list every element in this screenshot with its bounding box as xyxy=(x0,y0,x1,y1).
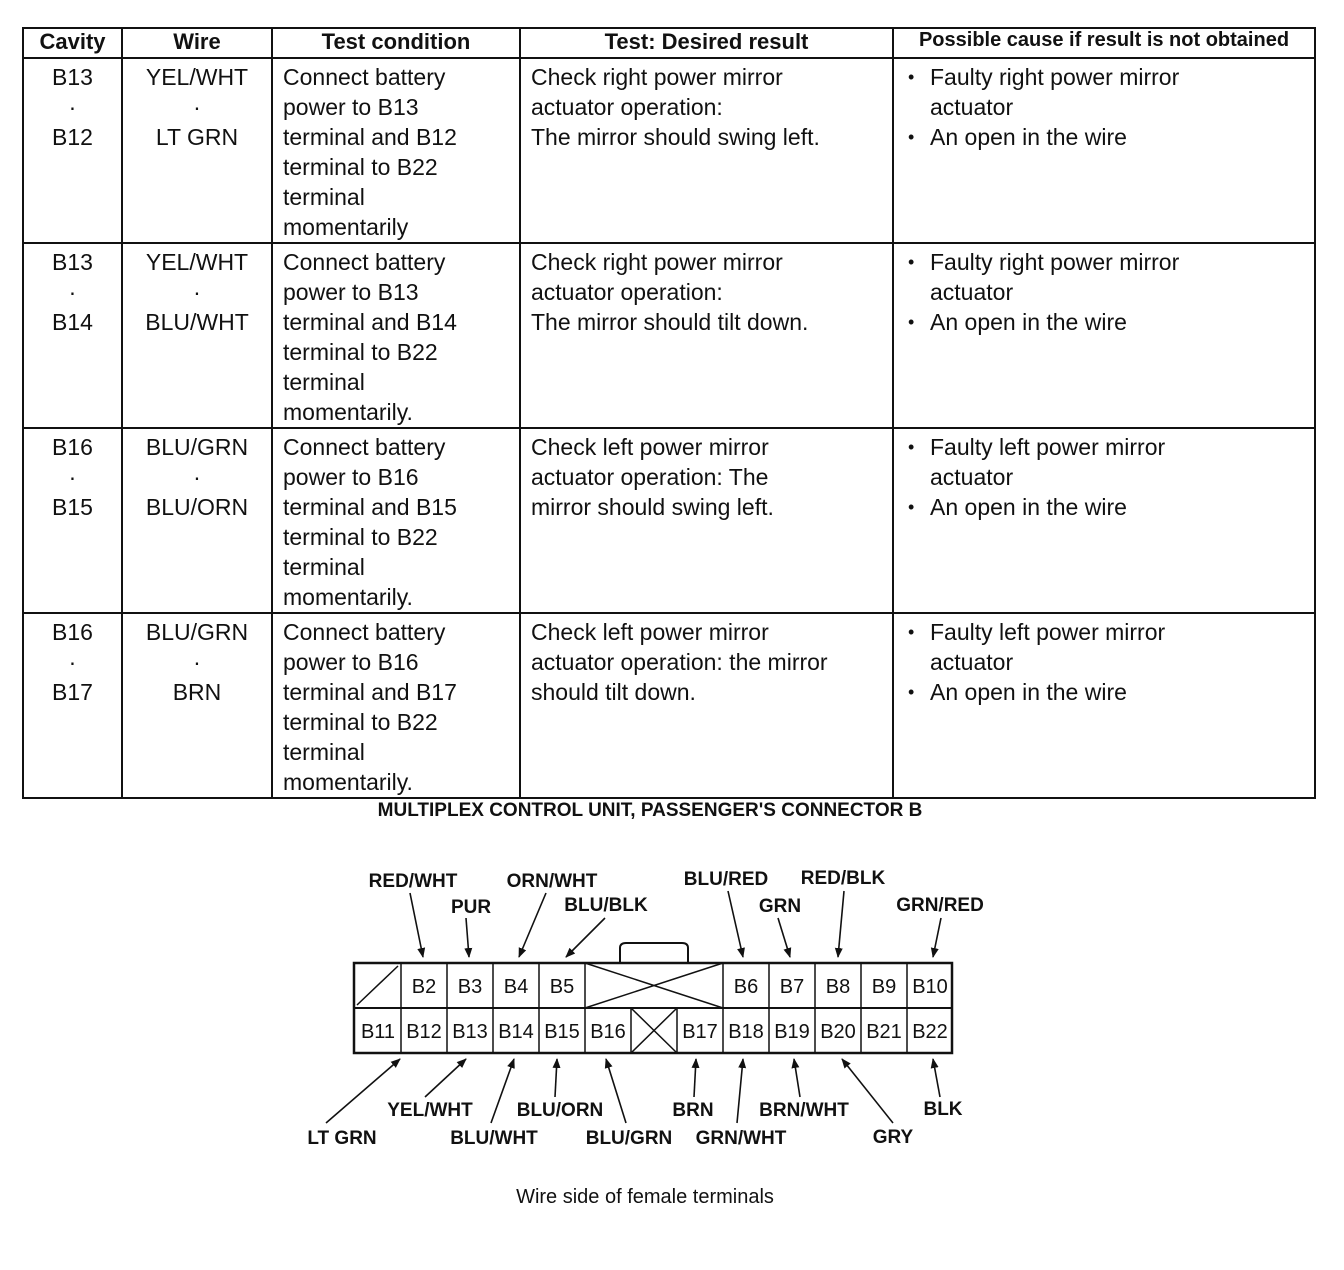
terminal-b20: B20 xyxy=(820,1021,856,1043)
test-condition-cell xyxy=(272,243,520,428)
desired-result-cell-line: The mirror should swing left. xyxy=(531,124,820,150)
terminal-b6: B6 xyxy=(733,976,759,998)
possible-cause-cell xyxy=(893,613,1315,798)
test-condition-cell-line: terminal and B12 xyxy=(283,124,457,150)
cause-item xyxy=(908,62,1314,122)
test-condition-cell-line: Connect battery xyxy=(283,619,446,645)
connector-diagram xyxy=(0,850,1344,1180)
wire-cell-line: · xyxy=(193,94,201,120)
test-condition-cell xyxy=(272,428,520,613)
desired-result-cell-line: actuator operation: the mirror xyxy=(531,649,828,675)
table-row xyxy=(23,58,1315,243)
cavity-cell xyxy=(23,428,122,613)
test-condition-cell-line: momentarily. xyxy=(283,399,413,425)
test-condition-cell-line: momentarily xyxy=(283,214,409,240)
test-condition-cell xyxy=(272,58,520,243)
desired-result-cell xyxy=(520,243,893,428)
label-lt-grn: LT GRN xyxy=(307,1128,377,1149)
test-condition-cell-line: terminal to B22 xyxy=(283,154,438,180)
cause-list xyxy=(894,62,1314,152)
desired-result-cell-line: actuator operation: The xyxy=(531,464,769,490)
test-condition-cell-line: terminal xyxy=(283,184,365,210)
test-condition-cell xyxy=(272,613,520,798)
test-condition-cell-line: momentarily. xyxy=(283,769,413,795)
table-row xyxy=(23,613,1315,798)
cause-line: • An open in the wire xyxy=(930,679,1127,705)
diagram-caption: Wire side of female terminals xyxy=(516,1186,774,1208)
desired-result-cell-line: Check left power mirror xyxy=(531,619,769,645)
wire-cell-line: YEL/WHT xyxy=(145,249,249,275)
terminal-b8: B8 xyxy=(825,976,851,998)
terminal-b18: B18 xyxy=(728,1021,764,1043)
cavity-cell-line: · xyxy=(68,94,77,120)
desired-result-cell xyxy=(520,58,893,243)
wire-cell-line: YEL/WHT xyxy=(145,64,249,90)
terminal-b5: B5 xyxy=(549,976,575,998)
terminal-b21: B21 xyxy=(866,1021,902,1043)
terminal-b16: B16 xyxy=(590,1021,626,1043)
cause-item xyxy=(908,492,1314,522)
header-possible-cause: Possible cause if result is not obtained xyxy=(893,28,1315,58)
cause-line: • Faulty right power mirror xyxy=(930,64,1180,90)
label-blu-grn: BLU/GRN xyxy=(585,1128,673,1149)
label-grn-wht: GRN/WHT xyxy=(695,1128,787,1149)
cause-line: • An open in the wire xyxy=(930,494,1127,520)
cavity-cell-line: · xyxy=(68,279,77,305)
terminal-b14: B14 xyxy=(498,1021,534,1043)
label-red-blk: RED/BLK xyxy=(800,868,886,889)
desired-result-cell-line: should tilt down. xyxy=(531,679,696,705)
diagram-title: MULTIPLEX CONTROL UNIT, PASSENGER'S CONNECTOR B xyxy=(377,800,923,821)
possible-cause-cell xyxy=(893,58,1315,243)
cavity-cell-line: · xyxy=(68,464,77,490)
terminal-b3: B3 xyxy=(457,976,483,998)
label-blu-red: BLU/RED xyxy=(683,869,769,890)
label-orn-wht: ORN/WHT xyxy=(506,871,598,892)
label-blu-wht: BLU/WHT xyxy=(450,1128,538,1149)
test-condition-cell-line: terminal and B14 xyxy=(283,309,457,335)
cavity-cell-line: B16 xyxy=(52,434,93,460)
terminal-b15: B15 xyxy=(544,1021,580,1043)
wire-cell xyxy=(122,613,272,798)
cavity-cell-line: B16 xyxy=(52,619,93,645)
cause-line: • Faulty left power mirror xyxy=(930,434,1166,460)
test-condition-cell-line: terminal to B22 xyxy=(283,339,438,365)
desired-result-cell-line: mirror should swing left. xyxy=(531,494,774,520)
header-wire: Wire xyxy=(122,28,272,58)
wire-cell-line: · xyxy=(193,649,201,675)
test-condition-cell-line: terminal and B15 xyxy=(283,494,457,520)
empty-cavity-mark xyxy=(357,966,398,1005)
label-gry: GRY xyxy=(872,1127,914,1148)
cause-line: • An open in the wire xyxy=(930,309,1127,335)
test-condition-cell-line: Connect battery xyxy=(283,249,446,275)
label-pur: PUR xyxy=(450,897,492,918)
desired-result-cell xyxy=(520,428,893,613)
cause-item xyxy=(908,677,1314,707)
terminal-b19: B19 xyxy=(774,1021,810,1043)
desired-result-cell-line: The mirror should tilt down. xyxy=(531,309,809,335)
terminal-b17: B17 xyxy=(682,1021,718,1043)
test-condition-cell-line: Connect battery xyxy=(283,434,446,460)
cavity-cell-line: · xyxy=(68,649,77,675)
test-table xyxy=(22,27,1316,799)
terminal-b11: B11 xyxy=(360,1021,396,1043)
test-condition-cell-line: power to B13 xyxy=(283,94,419,120)
test-condition-cell-line: power to B13 xyxy=(283,279,419,305)
wire-cell xyxy=(122,58,272,243)
test-condition-cell-line: terminal xyxy=(283,739,365,765)
label-blu-blk: BLU/BLK xyxy=(564,895,648,916)
test-condition-cell-line: terminal to B22 xyxy=(283,709,438,735)
wire-cell-line: · xyxy=(193,279,201,305)
terminal-b4: B4 xyxy=(503,976,529,998)
cavity-cell-line: B13 xyxy=(52,64,93,90)
wire-cell-line: · xyxy=(193,464,201,490)
wire-cell xyxy=(122,428,272,613)
terminal-b7: B7 xyxy=(779,976,805,998)
cause-line: • Faulty right power mirror xyxy=(930,249,1180,275)
cavity-cell-line: B17 xyxy=(52,679,93,705)
cause-item xyxy=(908,617,1314,677)
cause-line: • Faulty left power mirror xyxy=(930,619,1166,645)
wire-cell xyxy=(122,243,272,428)
label-brn-wht: BRN/WHT xyxy=(759,1100,849,1121)
cause-line: actuator xyxy=(930,94,1014,120)
terminal-b10: B10 xyxy=(912,976,948,998)
label-red-wht: RED/WHT xyxy=(368,871,458,892)
test-condition-cell-line: power to B16 xyxy=(283,649,419,675)
header-desired-result: Test: Desired result xyxy=(520,28,893,58)
test-condition-cell-line: terminal xyxy=(283,369,365,395)
possible-cause-cell xyxy=(893,428,1315,613)
cavity-cell xyxy=(23,243,122,428)
terminal-b13: B13 xyxy=(452,1021,488,1043)
desired-result-cell-line: actuator operation: xyxy=(531,279,723,305)
possible-cause-cell xyxy=(893,243,1315,428)
terminal-b22: B22 xyxy=(912,1021,948,1043)
cause-item xyxy=(908,247,1314,307)
wire-cell-line: BRN xyxy=(172,679,222,705)
label-yel-wht: YEL/WHT xyxy=(387,1100,473,1121)
wire-cell-line: BLU/GRN xyxy=(145,434,249,460)
test-condition-cell-line: terminal to B22 xyxy=(283,524,438,550)
terminal-b9: B9 xyxy=(871,976,897,998)
table-header-row xyxy=(23,28,1315,58)
wire-cell-line: LT GRN xyxy=(155,124,239,150)
cause-line: actuator xyxy=(930,464,1014,490)
table-row xyxy=(23,428,1315,613)
table-row xyxy=(23,243,1315,428)
cause-list xyxy=(894,432,1314,522)
cause-item xyxy=(908,307,1314,337)
test-condition-cell-line: terminal and B17 xyxy=(283,679,457,705)
label-blk: BLK xyxy=(923,1099,963,1120)
terminal-b2: B2 xyxy=(411,976,437,998)
cavity-cell-line: B15 xyxy=(52,494,93,520)
desired-result-cell-line: actuator operation: xyxy=(531,94,723,120)
cavity-cell-line: B12 xyxy=(52,124,93,150)
header-test-condition: Test condition xyxy=(272,28,520,58)
cause-item xyxy=(908,122,1314,152)
label-grn: GRN xyxy=(758,896,802,917)
connector-lock-tab xyxy=(620,943,688,963)
cause-list xyxy=(894,247,1314,337)
test-condition-cell-line: power to B16 xyxy=(283,464,419,490)
desired-result-cell-line: Check right power mirror xyxy=(531,249,783,275)
cause-line: • An open in the wire xyxy=(930,124,1127,150)
test-condition-cell-line: momentarily. xyxy=(283,584,413,610)
cavity-cell-line: B14 xyxy=(52,309,93,335)
wire-cell-line: BLU/ORN xyxy=(145,494,249,520)
cause-item xyxy=(908,432,1314,492)
desired-result-cell-line: Check right power mirror xyxy=(531,64,783,90)
label-grn-red: GRN/RED xyxy=(896,895,984,916)
wire-cell-line: BLU/WHT xyxy=(145,309,249,335)
cause-line: actuator xyxy=(930,649,1014,675)
wire-cell-line: BLU/GRN xyxy=(145,619,249,645)
label-blu-orn: BLU/ORN xyxy=(516,1100,604,1121)
test-condition-cell-line: Connect battery xyxy=(283,64,446,90)
cavity-cell-line: B13 xyxy=(52,249,93,275)
cause-list xyxy=(894,617,1314,707)
cavity-cell xyxy=(23,613,122,798)
desired-result-cell-line: Check left power mirror xyxy=(531,434,769,460)
terminal-b12: B12 xyxy=(406,1021,442,1043)
label-brn: BRN xyxy=(672,1100,714,1121)
cause-line: actuator xyxy=(930,279,1014,305)
test-condition-cell-line: terminal xyxy=(283,554,365,580)
connector-body xyxy=(354,943,952,1053)
desired-result-cell xyxy=(520,613,893,798)
cavity-cell xyxy=(23,58,122,243)
header-cavity: Cavity xyxy=(23,28,122,58)
